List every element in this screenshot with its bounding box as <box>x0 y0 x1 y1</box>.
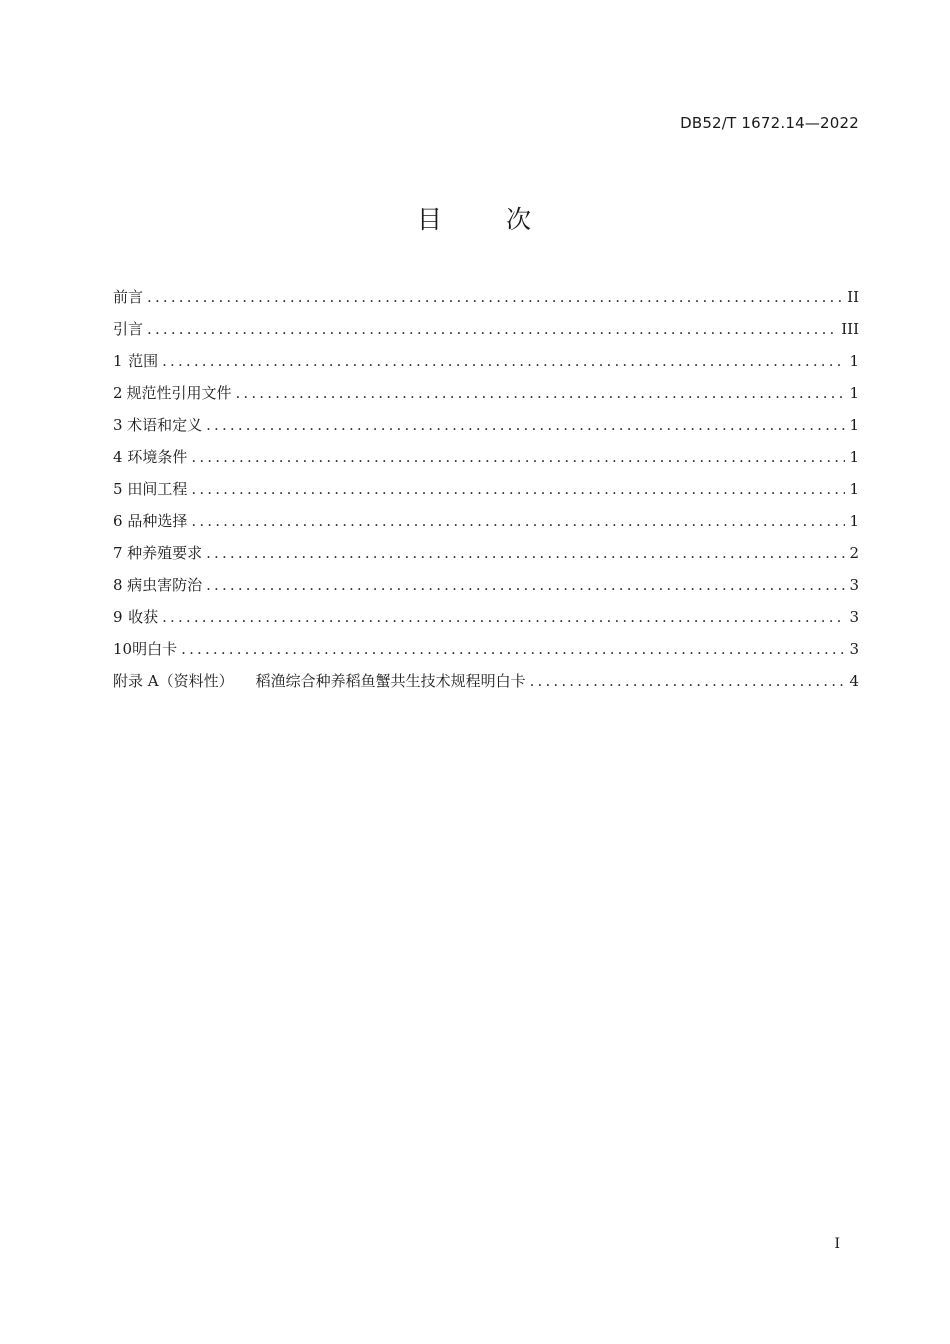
toc-entry-9[interactable] <box>113 606 859 638</box>
toc-leader-dots <box>206 544 845 562</box>
toc-entry-number: 7 <box>113 544 123 562</box>
toc-entry-page: 3 <box>849 608 859 626</box>
toc-entry-3[interactable] <box>113 414 859 446</box>
toc-entry-label: 明白卡 <box>132 640 178 658</box>
toc-leader-dots <box>206 416 845 434</box>
toc-entry-label: 品种选择 <box>127 512 188 530</box>
toc-entry-label: 规范性引用文件 <box>126 384 232 402</box>
toc-entry-number: 9 <box>113 608 123 626</box>
toc-entry-label: 范围 <box>128 352 159 370</box>
toc-leader-dots <box>147 288 843 306</box>
toc-entry-number: 3 <box>113 416 123 434</box>
toc-entry-label: 前言 <box>113 288 144 306</box>
toc-entry-10[interactable] <box>113 638 859 670</box>
toc-leader-dots <box>162 608 845 626</box>
toc-entry-page: 1 <box>849 416 859 434</box>
toc-entry-page: 2 <box>849 544 859 562</box>
toc-entry-label: 病虫害防治 <box>127 576 203 594</box>
toc-entry-page: III <box>841 320 859 338</box>
toc-entry-number: 1 <box>113 352 123 370</box>
page-number: I <box>834 1236 840 1252</box>
toc-entry-page: 3 <box>849 576 859 594</box>
toc-entry-spacer <box>234 672 256 690</box>
toc-entry-introduction[interactable] <box>113 318 859 350</box>
toc-entry-appendix-prefix: 附录 A（资料性） <box>113 672 234 690</box>
toc-leader-dots <box>191 512 845 530</box>
toc-entry-page: 1 <box>849 480 859 498</box>
toc-title <box>0 200 950 236</box>
toc-leader-dots <box>191 448 845 466</box>
toc-leader-dots <box>162 352 845 370</box>
toc-entry-number: 6 <box>113 512 123 530</box>
toc-entry-label: 引言 <box>113 320 144 338</box>
toc-leader-dots <box>235 384 845 402</box>
toc-entry-number: 10 <box>113 640 133 658</box>
toc-entry-page: 1 <box>849 448 859 466</box>
toc-entry-page: II <box>847 288 859 306</box>
toc-entry-page: 3 <box>849 640 859 658</box>
toc-entry-5[interactable] <box>113 478 859 510</box>
toc-title-second-char: 次 <box>506 205 534 234</box>
toc-entry-page: 4 <box>849 672 859 690</box>
toc-entry-label: 稻渔综合种养稻鱼蟹共生技术规程明白卡 <box>255 672 526 690</box>
toc-entry-label: 术语和定义 <box>127 416 203 434</box>
toc-title-first-char: 目 <box>416 205 444 234</box>
toc-entry-appendix-a[interactable] <box>113 670 859 702</box>
toc-entry-8[interactable] <box>113 574 859 606</box>
toc-leader-dots <box>530 672 845 690</box>
toc-entry-label: 种养殖要求 <box>127 544 203 562</box>
table-of-contents <box>113 286 859 702</box>
toc-entry-label: 环境条件 <box>127 448 188 466</box>
toc-entry-number: 2 <box>113 384 123 402</box>
toc-entry-label: 田间工程 <box>127 480 188 498</box>
toc-entry-1[interactable] <box>113 350 859 382</box>
toc-entry-6[interactable] <box>113 510 859 542</box>
toc-entry-label: 收获 <box>128 608 159 626</box>
toc-entry-page: 1 <box>849 384 859 402</box>
toc-entry-number: 5 <box>113 480 123 498</box>
toc-leader-dots <box>147 320 837 338</box>
toc-leader-dots <box>191 480 845 498</box>
toc-entry-4[interactable] <box>113 446 859 478</box>
toc-leader-dots <box>181 640 845 658</box>
toc-leader-dots <box>206 576 845 594</box>
toc-entry-7[interactable] <box>113 542 859 574</box>
toc-entry-2[interactable] <box>113 382 859 414</box>
toc-entry-page: 1 <box>849 352 859 370</box>
toc-entry-foreword[interactable] <box>113 286 859 318</box>
document-code: DB52/T 1672.14—2022 <box>680 114 859 132</box>
toc-entry-number: 4 <box>113 448 123 466</box>
toc-entry-number: 8 <box>113 576 123 594</box>
toc-entry-page: 1 <box>849 512 859 530</box>
